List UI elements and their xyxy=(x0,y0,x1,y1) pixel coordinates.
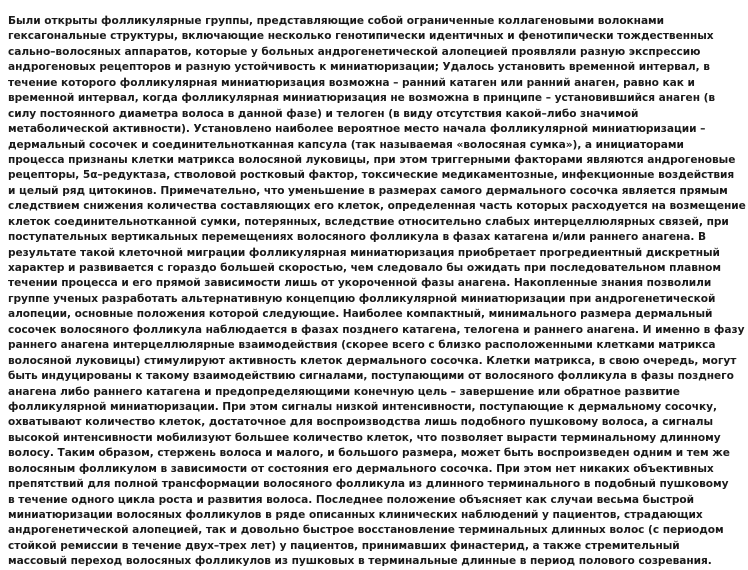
text-line: волосяной луковицы) стимулируют активность клеток дермального сосочка. Клетки матрикса, в свою очередь, могут xyxy=(8,354,737,367)
text-line: стойкой ремиссии в течение двух–трех лет) у пациентов, принимавших финастерид, а также стремительный xyxy=(8,539,680,552)
text-line: следствием снижения количества составляющих его клеток, определенная часть которых расходуется на возмещение xyxy=(8,200,746,213)
text-line: дермальный сосочек и соединительнотканная капсула (так называемая «волосяная сумка»), а инициаторами xyxy=(8,138,684,151)
text-line: силу постоянного диаметра волоса в данной фазе) и телоген (в виду отсутствия какой–либо значимой xyxy=(8,107,639,120)
text-line: группе ученых разработать альтернативную концепцию фолликулярной миниатюризации при андрогенетической xyxy=(8,292,716,305)
text-line: раннего анагена интерцеллюлярные взаимодействия (скорее всего с близко расположенными клетками матрикса xyxy=(8,339,716,352)
text-line: фолликулярной миниатюризации. При этом сигналы низкой интенсивности, поступающие к дермальному сосочку, xyxy=(8,400,717,413)
text-line: процесса признаны клетки матрикса волосяной луковицы, при этом триггерными факторами являются андрогеновые xyxy=(8,153,736,166)
text-line: анагена либо раннего катагена и предопределяющими конечную цель – завершение или обратное развитие xyxy=(8,385,680,398)
text-line: метаболической активности). Установлено наиболее вероятное место начала фолликулярной миниатюризации – xyxy=(8,123,706,136)
text-line: миниатюризации волосяных фолликулов в ряде описанных клинических наблюдений у пациентов, страдающих xyxy=(8,509,703,521)
text-line: алопеции, основные положения которой следующие. Наиболее компактный, минимального размера дермальный xyxy=(8,308,713,321)
text-line: в течение одного цикла роста и развития волоса. Последнее положение объясняет как случаи весьма быстрой xyxy=(8,493,694,506)
text-line: результате такой клеточной миграции фолликулярная миниатюризация приобретает прогредиентный дискретный xyxy=(8,246,720,259)
text-line: временной интервал, когда фолликулярная миниатюризация не возможна в принципе – установившийся анаген (в xyxy=(8,92,716,105)
text-line: высокой интенсивности мобилизуют большее количество клеток, что позволяет вырасти терминальному длинному xyxy=(8,431,721,444)
text-line: клеток соединительнотканной сумки, потерянных, вследствие относительно слабых интерцеллюлярных связей, при xyxy=(8,215,729,228)
text-line: массовый переход волосяных фолликулов из пушковых в терминальные длинные в период полового созревания. xyxy=(8,555,712,568)
text-line: характер и развивается с гораздо большей скоростью, чем следовало бы ожидать при последовательном плавном xyxy=(8,262,721,274)
text-line: волосяным фолликулом в зависимости от состояния его дермального сосочка. При этом нет никаких объективных xyxy=(8,462,714,475)
text-line: сосочек волосяного фолликула наблюдается в фазах позднего катагена, телогена и раннего анагена. И именно в фазу xyxy=(8,323,745,336)
text-line: быть индуцированы к такому взаимодействию сигналами, поступающими от волосяного фолликула в фазы позднего xyxy=(8,370,734,383)
text-line: андрогенетической алопецией, так и довольно быстрое восстановление терминальных длинных волос (с периодом xyxy=(8,524,724,537)
text-line: сально–волосяных аппаратов, которые у больных андрогенетической алопецией проявляли разную экспрессию xyxy=(8,45,701,58)
text-line: андрогеновых рецепторов и разную устойчивость к миниатюризации; Удалось установить временной интервал, в xyxy=(8,61,710,74)
text-line: волосу. Таким образом, стержень волоса и малого, и большого размера, может быть воспроизведен одним и тем же xyxy=(8,447,730,460)
text-line: рецепторы, 5α–редуктаза, стволовой ростковый фактор, токсические медикаментозные, инфекционные воздействия xyxy=(8,169,735,182)
text-line: гексагональные структуры, включающие несколько генотипически идентичных и фенотипически тождественных xyxy=(8,30,714,43)
text-line: Были открыты фолликулярные группы, представляющие собой ограниченные коллагеновыми волокнами xyxy=(8,15,665,27)
text-line: препятствий для полной трансформации волосяного фолликула из длинного терминального в подобный пушковому xyxy=(8,478,729,491)
text-line: поступательных вертикальных перемещениях волосяного фолликула в фазах катагена и/или раннего анагена. В xyxy=(8,231,707,244)
body-paragraph xyxy=(8,14,748,570)
text-line: и целый ряд цитокинов. Примечательно, что уменьшение в размерах самого дермального сосочка является прямым xyxy=(8,184,728,197)
text-line: течении процесса и его прямой зависимости лишь от укороченной фазы анагена. Накопленные знания позволили xyxy=(8,277,712,290)
text-line: течение которого фолликулярная миниатюризация возможна – ранний катаген или ранний анаген, равно как и xyxy=(8,76,695,89)
text-line: охватывают количество клеток, достаточное для воспроизводства лишь подобного пушковому волоса, а сигналы xyxy=(8,416,713,429)
